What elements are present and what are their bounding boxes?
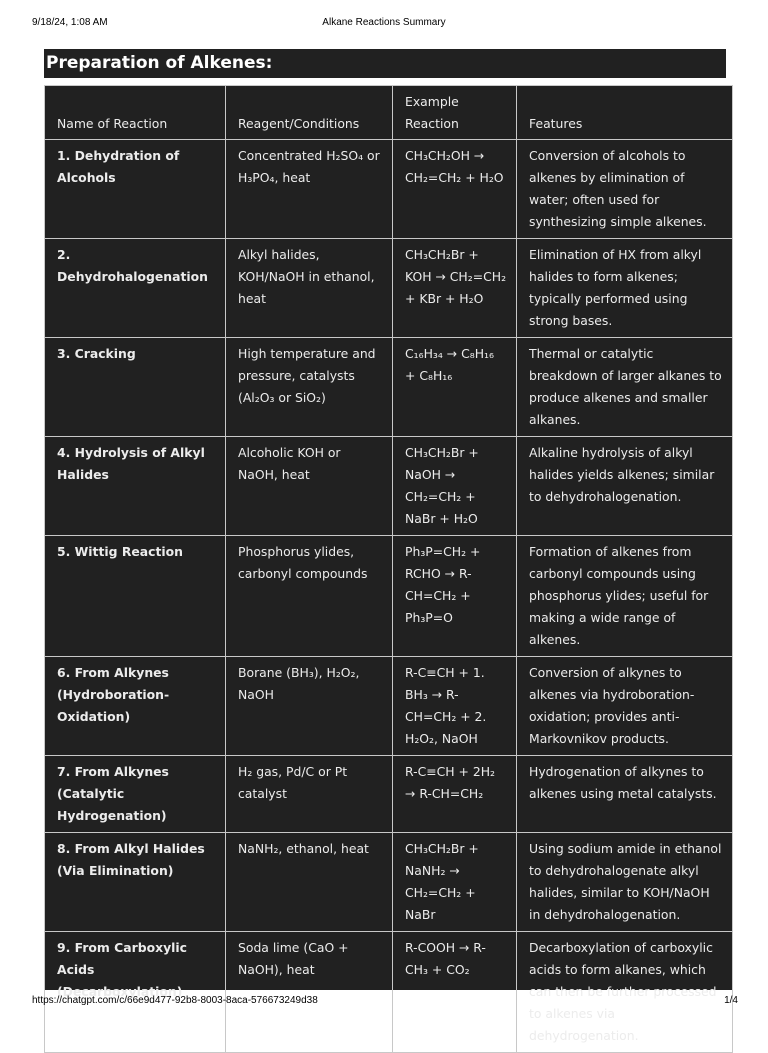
reaction-example: C₁₆H₃₄ → C₈H₁₆ + C₈H₁₆ xyxy=(393,338,517,437)
reaction-reagent: Alcoholic KOH or NaOH, heat xyxy=(226,437,393,536)
column-header-name: Name of Reaction xyxy=(45,86,226,140)
section-heading: Preparation of Alkenes: xyxy=(44,49,726,78)
reaction-reagent: NaNH₂, ethanol, heat xyxy=(226,833,393,932)
reaction-name: 5. Wittig Reaction xyxy=(45,536,226,657)
reaction-features: Formation of alkenes from carbonyl compounds using phosphorus ylides; useful for making a wide range of alkenes. xyxy=(517,536,733,657)
reaction-name: 3. Cracking xyxy=(45,338,226,437)
reaction-features: Conversion of alcohols to alkenes by elimination of water; often used for synthesizing simple alkenes. xyxy=(517,140,733,239)
reaction-example: Ph₃P=CH₂ + RCHO → R-CH=CH₂ + Ph₃P=O xyxy=(393,536,517,657)
reaction-reagent: Phosphorus ylides, carbonyl compounds xyxy=(226,536,393,657)
reaction-reagent: Soda lime (CaO + NaOH), heat xyxy=(226,932,393,1053)
table-row xyxy=(45,140,733,239)
reaction-example: CH₃CH₂Br + KOH → CH₂=CH₂ + KBr + H₂O xyxy=(393,239,517,338)
print-page-title: Alkane Reactions Summary xyxy=(322,17,446,28)
reaction-features: Conversion of alkynes to alkenes via hydroboration-oxidation; provides anti-Markovnikov products. xyxy=(517,657,733,756)
table-row xyxy=(45,338,733,437)
table-row xyxy=(45,437,733,536)
reaction-example: CH₃CH₂Br + NaNH₂ → CH₂=CH₂ + NaBr xyxy=(393,833,517,932)
column-header-reagent: Reagent/Conditions xyxy=(226,86,393,140)
page-url: https://chatgpt.com/c/66e9d477-92b8-8003-8aca-576673249d38 xyxy=(32,995,318,1006)
reaction-features: Elimination of HX from alkyl halides to form alkenes; typically performed using strong bases. xyxy=(517,239,733,338)
page-number: 1/4 xyxy=(724,995,738,1006)
reaction-name: 8. From Alkyl Halides (Via Elimination) xyxy=(45,833,226,932)
reaction-name: 1. Dehydration of Alcohols xyxy=(45,140,226,239)
table-row xyxy=(45,833,733,932)
print-header xyxy=(0,17,768,31)
print-footer xyxy=(0,995,768,1009)
reaction-example: CH₃CH₂OH → CH₂=CH₂ + H₂O xyxy=(393,140,517,239)
table-row xyxy=(45,536,733,657)
column-header-features: Features xyxy=(517,86,733,140)
reaction-reagent: H₂ gas, Pd/C or Pt catalyst xyxy=(226,756,393,833)
reaction-features: Thermal or catalytic breakdown of larger alkanes to produce alkenes and smaller alkanes. xyxy=(517,338,733,437)
reaction-example: R-C≡CH + 1. BH₃ → R-CH=CH₂ + 2. H₂O₂, NaOH xyxy=(393,657,517,756)
reaction-name: 4. Hydrolysis of Alkyl Halides xyxy=(45,437,226,536)
reaction-name: 7. From Alkynes (Catalytic Hydrogenation) xyxy=(45,756,226,833)
table-row xyxy=(45,239,733,338)
reaction-features: Hydrogenation of alkynes to alkenes using metal catalysts. xyxy=(517,756,733,833)
table-row xyxy=(45,756,733,833)
reaction-reagent: Alkyl halides, KOH/NaOH in ethanol, heat xyxy=(226,239,393,338)
reaction-features: Decarboxylation of carboxylic acids to form alkanes, which can then be further processed to alkenes via dehydrogenation. xyxy=(517,932,733,1053)
column-header-example: Example Reaction xyxy=(393,86,517,140)
reaction-features: Using sodium amide in ethanol to dehydrohalogenate alkyl halides, similar to KOH/NaOH in dehydrohalogenation. xyxy=(517,833,733,932)
reaction-reagent: High temperature and pressure, catalysts (Al₂O₃ or SiO₂) xyxy=(226,338,393,437)
reactions-table xyxy=(44,85,733,1053)
table-row xyxy=(45,932,733,1053)
reaction-features: Alkaline hydrolysis of alkyl halides yields alkenes; similar to dehydrohalogenation. xyxy=(517,437,733,536)
table-row xyxy=(45,657,733,756)
reaction-reagent: Borane (BH₃), H₂O₂, NaOH xyxy=(226,657,393,756)
reaction-name: 9. From Carboxylic Acids (Decarboxylation) xyxy=(45,932,226,1053)
reaction-example: R-C≡CH + 2H₂ → R-CH=CH₂ xyxy=(393,756,517,833)
print-datetime: 9/18/24, 1:08 AM xyxy=(32,17,108,28)
reaction-name: 6. From Alkynes (Hydroboration-Oxidation) xyxy=(45,657,226,756)
reaction-example: R-COOH → R-CH₃ + CO₂ xyxy=(393,932,517,1053)
reaction-name: 2. Dehydrohalogenation xyxy=(45,239,226,338)
table-header-row xyxy=(45,86,733,140)
reaction-reagent: Concentrated H₂SO₄ or H₃PO₄, heat xyxy=(226,140,393,239)
reaction-example: CH₃CH₂Br + NaOH → CH₂=CH₂ + NaBr + H₂O xyxy=(393,437,517,536)
